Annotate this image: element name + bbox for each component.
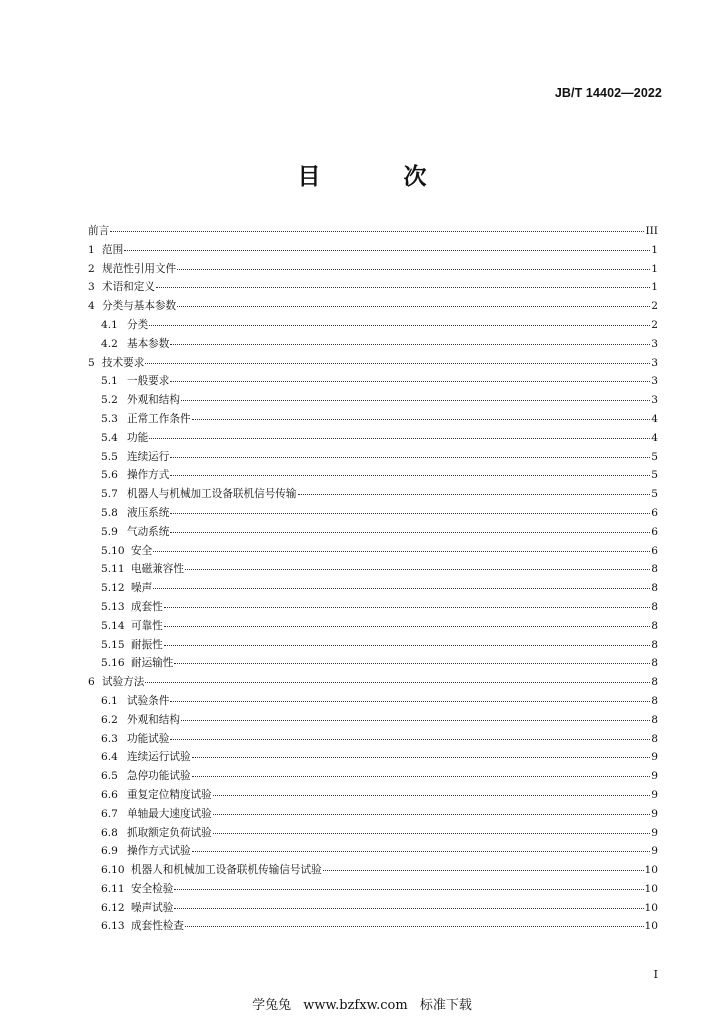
toc-leader-dots <box>170 701 650 702</box>
toc-entry-number: 5.15 <box>101 638 125 651</box>
toc-entry[interactable] <box>88 899 658 918</box>
toc-entry-number: 5.9 <box>101 525 118 538</box>
toc-entry[interactable] <box>88 391 658 410</box>
toc-entry[interactable] <box>88 917 658 936</box>
toc-leader-dots <box>145 363 650 364</box>
toc-entry-label: 噪声 <box>131 582 153 595</box>
toc-entry-page: 1 <box>651 262 658 275</box>
toc-leader-dots <box>174 908 643 909</box>
toc-entry[interactable] <box>88 824 658 843</box>
toc-entry-page: 1 <box>651 243 658 256</box>
toc-entry-page: 2 <box>651 300 658 313</box>
toc-leader-dots <box>213 795 651 796</box>
toc-entry-number: 5.8 <box>101 506 118 519</box>
table-of-contents <box>88 222 658 936</box>
toc-entry-label: 操作方式试验 <box>127 845 191 858</box>
toc-entry-page: 6 <box>651 506 658 519</box>
toc-entry-page: 3 <box>651 337 658 350</box>
toc-leader-dots <box>164 607 650 608</box>
toc-entry-number: 1 <box>88 243 95 256</box>
toc-entry-number: 6.10 <box>101 864 125 877</box>
toc-entry[interactable] <box>88 278 658 297</box>
toc-entry[interactable] <box>88 880 658 899</box>
toc-entry-label: 气动系统 <box>127 525 170 538</box>
toc-entry[interactable] <box>88 372 658 391</box>
toc-entry[interactable] <box>88 523 658 542</box>
toc-entry-page: 8 <box>651 619 658 632</box>
toc-entry[interactable] <box>88 297 658 316</box>
toc-entry-number: 5.13 <box>101 600 125 613</box>
toc-entry-page: 8 <box>651 582 658 595</box>
toc-entry-label: 试验条件 <box>127 694 170 707</box>
toc-entry-page: 5 <box>651 450 658 463</box>
toc-entry-page: 8 <box>651 600 658 613</box>
toc-entry-label: 抓取额定负荷试验 <box>127 826 212 839</box>
toc-leader-dots <box>181 720 650 721</box>
toc-entry-number: 5 <box>88 356 95 369</box>
toc-entry-number: 5.6 <box>101 469 118 482</box>
toc-entry-number: 6.8 <box>101 826 118 839</box>
footer-site-name: 学兔兔 <box>252 998 292 1013</box>
toc-leader-dots <box>145 682 650 683</box>
toc-entry-page: 5 <box>651 488 658 501</box>
toc-entry-label: 重复定位精度试验 <box>127 788 212 801</box>
toc-entry[interactable] <box>88 861 658 880</box>
toc-entry-label: 分类与基本参数 <box>102 300 177 313</box>
toc-entry-number: 5.4 <box>101 431 118 444</box>
toc-leader-dots <box>174 889 643 890</box>
toc-entry-page: 1 <box>651 281 658 294</box>
toc-entry-page: 3 <box>651 356 658 369</box>
toc-entry-page: 9 <box>651 788 658 801</box>
toc-entry-page: 9 <box>651 807 658 820</box>
toc-entry[interactable] <box>88 560 658 579</box>
toc-entry-number: 5.2 <box>101 394 118 407</box>
toc-entry-label: 规范性引用文件 <box>102 262 177 275</box>
toc-entry[interactable] <box>88 617 658 636</box>
toc-entry-number: 5.14 <box>101 619 125 632</box>
toc-entry-label: 单轴最大速度试验 <box>127 807 212 820</box>
toc-leader-dots <box>177 306 650 307</box>
toc-leader-dots <box>174 663 650 664</box>
toc-leader-dots <box>192 851 651 852</box>
toc-leader-dots <box>156 287 650 288</box>
toc-entry[interactable] <box>88 466 658 485</box>
toc-entry-number: 6.3 <box>101 732 118 745</box>
toc-entry-page: 8 <box>651 657 658 670</box>
toc-entry[interactable] <box>88 579 658 598</box>
toc-entry-label: 噪声试验 <box>131 901 174 914</box>
toc-entry-label: 功能 <box>127 431 149 444</box>
toc-leader-dots <box>153 551 650 552</box>
toc-entry[interactable] <box>88 429 658 448</box>
toc-entry[interactable] <box>88 730 658 749</box>
toc-entry[interactable] <box>88 316 658 335</box>
toc-entry-number: 6.6 <box>101 788 118 801</box>
toc-leader-dots <box>192 776 651 777</box>
toc-leader-dots <box>164 645 650 646</box>
toc-entry[interactable] <box>88 598 658 617</box>
toc-entry-page: 8 <box>651 563 658 576</box>
toc-entry-label: 术语和定义 <box>102 281 155 294</box>
toc-leader-dots <box>298 494 651 495</box>
toc-entry-number: 6.2 <box>101 713 118 726</box>
footer-tagline: 标准下载 <box>419 998 472 1013</box>
toc-entry-number: 6.4 <box>101 751 118 764</box>
toc-entry-page: 6 <box>651 544 658 557</box>
toc-entry-number: 5.5 <box>101 450 118 463</box>
toc-entry-number: 4 <box>88 300 95 313</box>
page-title: 目 次 <box>297 164 457 190</box>
toc-entry-number: 5.10 <box>101 544 125 557</box>
page-folio: I <box>653 968 658 981</box>
toc-entry-label: 电磁兼容性 <box>131 563 184 576</box>
toc-entry[interactable] <box>88 786 658 805</box>
toc-entry-number: 5.1 <box>101 375 118 388</box>
toc-entry-label: 一般要求 <box>127 375 170 388</box>
toc-entry-number: 6 <box>88 676 95 689</box>
toc-entry[interactable] <box>88 673 658 692</box>
toc-entry[interactable] <box>88 504 658 523</box>
toc-entry-label: 机器人和机械加工设备联机传输信号试验 <box>131 864 322 877</box>
toc-entry-page: 8 <box>651 732 658 745</box>
toc-entry-number: 6.9 <box>101 845 118 858</box>
toc-leader-dots <box>110 231 644 232</box>
toc-leader-dots <box>192 419 651 420</box>
toc-leader-dots <box>185 926 644 927</box>
toc-entry-label: 外观和结构 <box>127 394 180 407</box>
toc-entry-page: 4 <box>651 412 658 425</box>
toc-entry-number: 6.1 <box>101 694 118 707</box>
toc-leader-dots <box>153 588 650 589</box>
toc-entry-number: 4.1 <box>101 318 118 331</box>
toc-entry-page: 5 <box>651 469 658 482</box>
toc-entry-label: 基本参数 <box>127 337 170 350</box>
toc-entry-page: 8 <box>651 713 658 726</box>
toc-entry[interactable] <box>88 448 658 467</box>
toc-leader-dots <box>181 400 650 401</box>
toc-leader-dots <box>124 250 650 251</box>
toc-entry-label: 连续运行试验 <box>127 751 191 764</box>
toc-leader-dots <box>170 513 650 514</box>
toc-entry-number: 6.13 <box>101 920 125 933</box>
toc-leader-dots <box>170 381 650 382</box>
toc-entry-page: 10 <box>644 882 658 895</box>
toc-leader-dots <box>213 814 651 815</box>
toc-entry-number: 3 <box>88 281 95 294</box>
toc-entry-page: 6 <box>651 525 658 538</box>
toc-entry-number: 5.3 <box>101 412 118 425</box>
toc-entry-label: 操作方式 <box>127 469 170 482</box>
toc-entry[interactable] <box>88 485 658 504</box>
toc-leader-dots <box>170 344 650 345</box>
toc-entry-label: 连续运行 <box>127 450 170 463</box>
toc-entry-page: 4 <box>651 431 658 444</box>
toc-leader-dots <box>177 269 650 270</box>
footer-watermark <box>0 994 724 1013</box>
toc-entry-page: 9 <box>651 826 658 839</box>
toc-entry-page: III <box>645 225 658 237</box>
standard-code: JB/T 14402—2022 <box>554 86 662 100</box>
toc-entry[interactable] <box>88 410 658 429</box>
toc-entry[interactable] <box>88 354 658 373</box>
toc-entry-label: 功能试验 <box>127 732 170 745</box>
toc-leader-dots <box>170 475 650 476</box>
toc-entry-label: 成套性 <box>131 600 163 613</box>
toc-entry[interactable] <box>88 654 658 673</box>
toc-entry-label: 范围 <box>102 243 124 256</box>
toc-entry[interactable] <box>88 241 658 260</box>
toc-entry-label: 试验方法 <box>102 676 145 689</box>
toc-leader-dots <box>149 438 650 439</box>
toc-entry-label: 机器人与机械加工设备联机信号传输 <box>127 488 297 501</box>
toc-entry-number: 6.11 <box>101 882 125 895</box>
toc-leader-dots <box>170 532 650 533</box>
toc-entry[interactable] <box>88 692 658 711</box>
toc-entry-page: 10 <box>644 901 658 914</box>
toc-entry[interactable] <box>88 636 658 655</box>
toc-entry-number: 5.12 <box>101 582 125 595</box>
toc-entry-page: 10 <box>644 920 658 933</box>
toc-leader-dots <box>170 457 650 458</box>
toc-entry-page: 9 <box>651 751 658 764</box>
toc-entry-page: 9 <box>651 845 658 858</box>
toc-entry[interactable] <box>88 748 658 767</box>
toc-entry[interactable] <box>88 842 658 861</box>
toc-leader-dots <box>164 626 650 627</box>
toc-entry-number: 6.5 <box>101 770 118 783</box>
toc-entry-label: 分类 <box>127 318 149 331</box>
toc-entry-number: 6.7 <box>101 807 118 820</box>
toc-entry-label: 安全 <box>131 544 153 557</box>
toc-entry-label: 安全检验 <box>131 882 174 895</box>
toc-entry-number: 5.16 <box>101 657 125 670</box>
toc-entry[interactable] <box>88 711 658 730</box>
toc-entry-page: 8 <box>651 676 658 689</box>
toc-entry[interactable] <box>88 767 658 786</box>
toc-entry[interactable] <box>88 260 658 279</box>
toc-entry-page: 3 <box>651 375 658 388</box>
toc-entry-number: 2 <box>88 262 95 275</box>
toc-entry[interactable] <box>88 222 658 241</box>
toc-entry-number: 6.12 <box>101 901 125 914</box>
toc-entry[interactable] <box>88 335 658 354</box>
toc-entry-page: 10 <box>644 864 658 877</box>
toc-entry-number: 4.2 <box>101 337 118 350</box>
toc-entry-page: 8 <box>651 638 658 651</box>
toc-entry-number: 5.11 <box>101 563 125 576</box>
toc-entry-label: 正常工作条件 <box>127 412 191 425</box>
toc-leader-dots <box>170 739 650 740</box>
toc-entry-label: 耐振性 <box>131 638 163 651</box>
toc-leader-dots <box>213 833 651 834</box>
toc-entry-label: 外观和结构 <box>127 713 180 726</box>
toc-entry-page: 3 <box>651 394 658 407</box>
toc-leader-dots <box>149 325 650 326</box>
toc-entry-label: 成套性检查 <box>131 920 184 933</box>
toc-entry-label: 急停功能试验 <box>127 770 191 783</box>
toc-entry-label: 可靠性 <box>131 619 163 632</box>
toc-entry-page: 9 <box>651 770 658 783</box>
toc-entry[interactable] <box>88 542 658 561</box>
toc-leader-dots <box>323 870 644 871</box>
toc-entry-label: 耐运输性 <box>131 657 174 670</box>
footer-url[interactable]: www.bzfxw.com <box>303 998 408 1013</box>
toc-leader-dots <box>185 569 650 570</box>
toc-entry-number: 5.7 <box>101 488 118 501</box>
toc-entry-label: 液压系统 <box>127 506 170 519</box>
toc-entry-page: 8 <box>651 694 658 707</box>
toc-entry[interactable] <box>88 805 658 824</box>
toc-entry-page: 2 <box>651 318 658 331</box>
toc-entry-label: 前言 <box>88 225 110 237</box>
toc-entry-label: 技术要求 <box>102 356 145 369</box>
toc-leader-dots <box>192 757 651 758</box>
